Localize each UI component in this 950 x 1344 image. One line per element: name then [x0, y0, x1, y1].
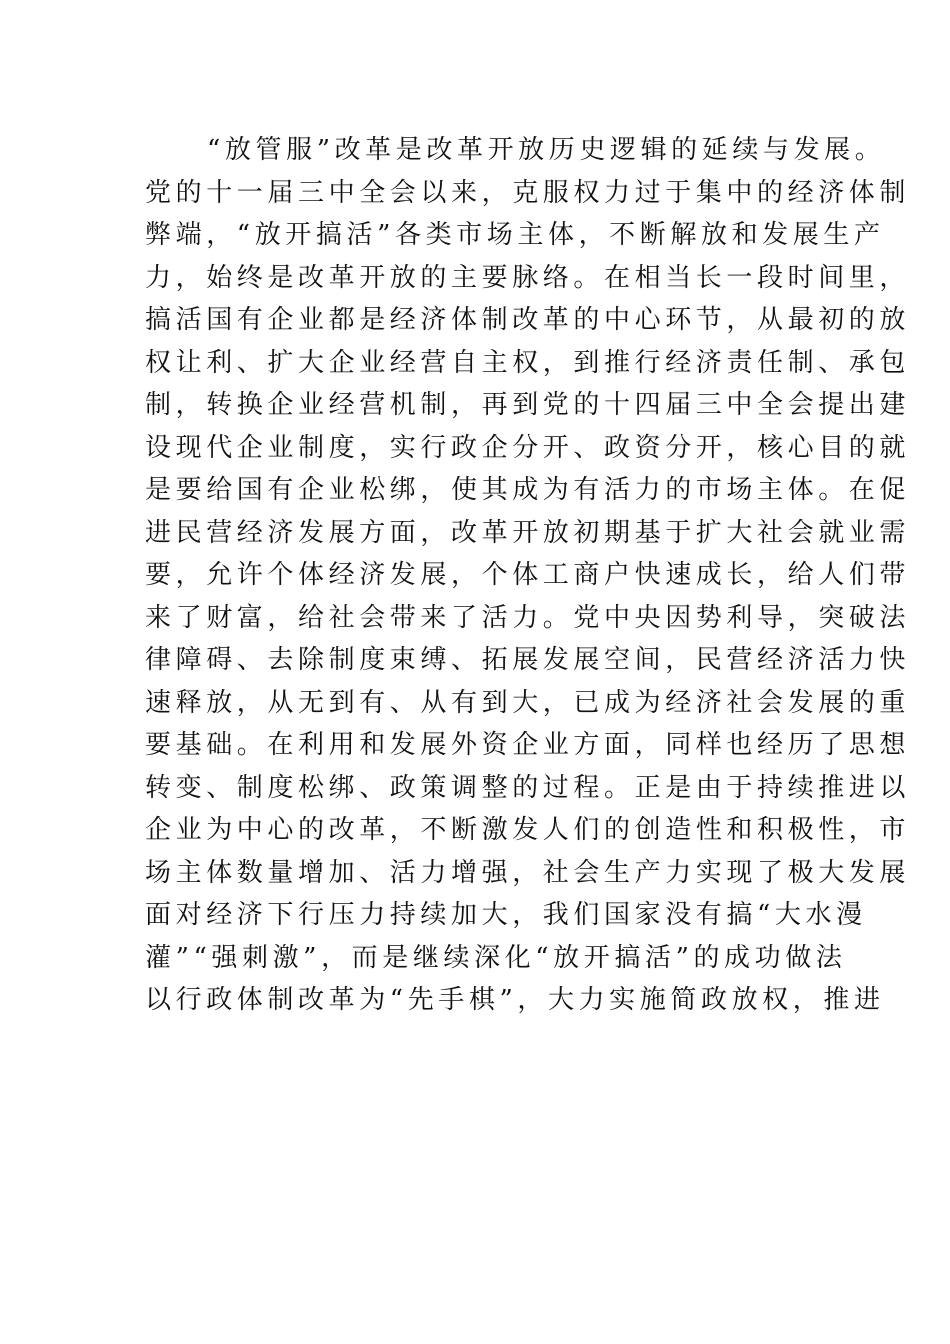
- paragraph-line: 党的十一届三中全会以来，克服权力过于集中的经济体制: [145, 177, 911, 208]
- paragraph-line: 转变、制度松绑、政策调整的过程。正是由于持续推进以: [145, 772, 911, 803]
- paragraph-line: 权让利、扩大企业经营自主权，到推行经济责任制、承包: [145, 347, 911, 378]
- paragraph-line: 设现代企业制度，实行政企分开、政资分开，核心目的就: [145, 432, 911, 463]
- paragraph-line: 力，始终是改革开放的主要脉络。在相当长一段时间里，: [145, 262, 911, 293]
- paragraph-line: 律障碍、去除制度束缚、拓展发展空间，民营经济活力快: [145, 645, 911, 675]
- paragraph-line: 搞活国有企业都是经济体制改革的中心环节，从最初的放: [145, 305, 911, 335]
- paragraph-line: 来了财富，给社会带来了活力。党中央因势利导，突破法: [145, 602, 911, 633]
- paragraph-line: 灌”“强刺激”，而是继续深化“放开搞活”的成功做法: [145, 942, 847, 973]
- paragraph-line: 弊端，“放开搞活”各类市场主体，不断解放和发展生产: [145, 220, 885, 250]
- paragraph-line: 面对经济下行压力持续加大，我们国家没有搞“大水漫: [145, 900, 867, 930]
- paragraph-line: “放管服”改革是改革开放历史逻辑的延续与发展。: [207, 135, 886, 165]
- paragraph-line: 场主体数量增加、活力增强，社会生产力实现了极大发展: [145, 857, 911, 888]
- paragraph-line: 要基础。在利用和发展外资企业方面，同样也经历了思想: [145, 730, 911, 760]
- paragraph-line: 以行政体制改革为“先手棋”，大力实施简政放权，推进: [145, 985, 885, 1015]
- paragraph-line: 制，转换企业经营机制，再到党的十四届三中全会提出建: [145, 390, 911, 420]
- paragraph-line: 要，允许个体经济发展，个体工商户快速成长，给人们带: [145, 560, 911, 590]
- paragraph-line: 进民营经济发展方面，改革开放初期基于扩大社会就业需: [145, 517, 911, 548]
- paragraph-line: 企业为中心的改革，不断激发人们的创造性和积极性，市: [145, 815, 911, 845]
- paragraph-line: 速释放，从无到有、从有到大，已成为经济社会发展的重: [145, 687, 911, 718]
- paragraph-line: 是要给国有企业松绑，使其成为有活力的市场主体。在促: [145, 475, 911, 505]
- body-paragraph: [145, 129, 911, 1022]
